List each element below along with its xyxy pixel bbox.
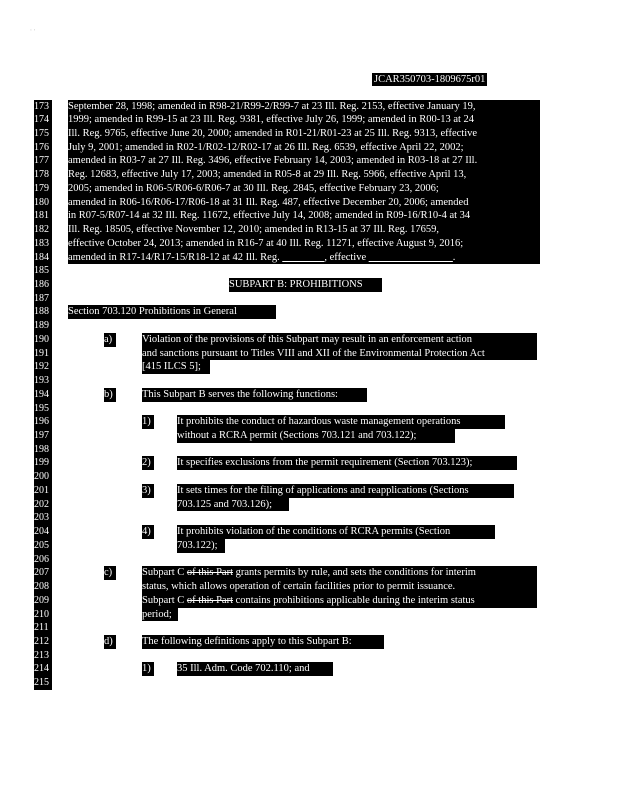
line-195 (0, 402, 618, 416)
line-text (142, 608, 178, 622)
line-number: 187 (34, 292, 52, 306)
line-text (68, 196, 540, 210)
line-number: 215 (34, 676, 52, 690)
line-211 (0, 621, 618, 635)
line-207 (0, 566, 618, 580)
line-175 (0, 127, 618, 141)
list-label: c) (104, 566, 116, 580)
line-text (142, 635, 384, 649)
line-number: 178 (34, 168, 52, 182)
line-text (177, 429, 455, 443)
line-text (68, 141, 540, 155)
line-number: 207 (34, 566, 52, 580)
line-214 (0, 662, 618, 676)
line-196 (0, 415, 618, 429)
line-182 (0, 223, 618, 237)
line-number: 213 (34, 649, 52, 663)
line-text (142, 580, 537, 594)
list-label: 1) (142, 415, 154, 429)
line-number: 180 (34, 196, 52, 210)
line-number: 181 (34, 209, 52, 223)
list-label: 4) (142, 525, 154, 539)
text-run: September 28, 1998; amended in R98-21/R99-2/R99-7 at 23 Ill. Reg. 2153, effective January 19, (68, 100, 476, 112)
line-text (142, 360, 210, 374)
line-190 (0, 333, 618, 347)
line-178 (0, 168, 618, 182)
text-run: and sanctions pursuant to Titles VIII and XII of the Environmental Protection Act (142, 347, 485, 359)
text-run: 1999; amended in R99-15 at 23 Ill. Reg. 9381, effective July 26, 1999; amended in R00-13 at 24 (68, 114, 475, 126)
line-204 (0, 525, 618, 539)
line-number: 183 (34, 237, 52, 251)
line-text (142, 566, 537, 580)
text-run: status, which allows operation of certain facilities prior to permit issuance. (142, 581, 456, 593)
line-number: 196 (34, 415, 52, 429)
line-text (142, 388, 367, 402)
struck-text: of this Part (186, 594, 234, 606)
list-label: 1) (142, 662, 154, 676)
text-run: amended in R03-7 at 27 Ill. Reg. 3496, effective February 14, 2003; amended in R03-18 at 27 Ill. (68, 155, 478, 167)
line-number: 202 (34, 498, 52, 512)
line-number: 194 (34, 388, 52, 402)
line-198 (0, 443, 618, 457)
line-179 (0, 182, 618, 196)
line-number: 197 (34, 429, 52, 443)
line-text (68, 100, 540, 114)
line-215 (0, 676, 618, 690)
line-number: 198 (34, 443, 52, 457)
text-run: 703.125 and 703.126); (177, 498, 273, 510)
line-number: 201 (34, 484, 52, 498)
line-183 (0, 237, 618, 251)
line-text (68, 113, 540, 127)
text-run: 703.122); (177, 539, 218, 551)
document-id: JCAR350703-1809675r01 (374, 74, 486, 85)
line-201 (0, 484, 618, 498)
line-text (229, 278, 382, 292)
line-205 (0, 539, 618, 553)
line-number: 173 (34, 100, 52, 114)
line-203 (0, 511, 618, 525)
line-text (177, 484, 514, 498)
line-text (68, 127, 540, 141)
list-label: 2) (142, 456, 154, 470)
line-number: 193 (34, 374, 52, 388)
list-label: d) (104, 635, 116, 649)
text-run: Ill. Reg. 18505, effective November 12, 2010; amended in R13-15 at 37 Ill. Reg. 17659, (68, 224, 440, 236)
line-189 (0, 319, 618, 333)
text-run: contains prohibitions applicable during the interim status (233, 594, 475, 606)
text-run: This Subpart B serves the following functions: (142, 388, 338, 400)
line-number: 174 (34, 113, 52, 127)
text-run: Section 703.120 Prohibitions in General (68, 306, 237, 318)
line-text (177, 539, 225, 553)
line-number: 206 (34, 553, 52, 567)
text-run: grants permits by rule, and sets the conditions for interim (233, 567, 476, 579)
line-176 (0, 141, 618, 155)
text-run: The following definitions apply to this Subpart B: (142, 635, 352, 647)
text-run: Violation of the provisions of this Subpart may result in an enforcement action (142, 333, 473, 345)
line-text (177, 662, 333, 676)
line-180 (0, 196, 618, 210)
text-run: effective October 24, 2013; amended in R16-7 at 40 Ill. Reg. 11271, effective August 9, 2016; (68, 237, 464, 249)
text-run: . (452, 251, 456, 263)
line-213 (0, 649, 618, 663)
line-number: 192 (34, 360, 52, 374)
blank-underline: ________________ (368, 251, 453, 263)
line-188 (0, 305, 618, 319)
text-run: Reg. 12683, effective July 17, 2003; amended in R05-8 at 29 Ill. Reg. 5966, effective April 13, (68, 169, 467, 181)
line-173 (0, 100, 618, 114)
text-run: 2005; amended in R06-5/R06-6/R06-7 at 30 Ill. Reg. 2845, effective February 23, 2006; (68, 182, 439, 194)
line-number: 208 (34, 580, 52, 594)
line-number: 182 (34, 223, 52, 237)
line-185 (0, 264, 618, 278)
text-run: amended in R17-14/R17-15/R18-12 at 42 Ill. Reg. (68, 251, 283, 263)
text-run: It prohibits the conduct of hazardous waste management operations (177, 416, 461, 428)
text-run: [415 ILCS 5]; (142, 361, 201, 373)
line-number: 210 (34, 608, 52, 622)
line-184 (0, 251, 618, 265)
list-label: 3) (142, 484, 154, 498)
line-text (177, 415, 505, 429)
line-text (68, 154, 540, 168)
line-208 (0, 580, 618, 594)
text-run: July 9, 2001; amended in R02-1/R02-12/R02-17 at 26 Ill. Reg. 6539, effective April 22, 2002; (68, 141, 464, 153)
text-run: period; (142, 608, 172, 620)
line-number: 199 (34, 456, 52, 470)
line-number: 189 (34, 319, 52, 333)
text-run: 35 Ill. Adm. Code 702.110; and (177, 663, 310, 675)
line-174 (0, 113, 618, 127)
line-number: 185 (34, 264, 52, 278)
text-run: SUBPART B: PROHIBITIONS (229, 278, 363, 290)
line-181 (0, 209, 618, 223)
line-number: 212 (34, 635, 52, 649)
line-text (68, 305, 276, 319)
line-number: 214 (34, 662, 52, 676)
blank-underline: ________ (282, 251, 325, 263)
line-210 (0, 608, 618, 622)
line-text (177, 456, 517, 470)
text-run: without a RCRA permit (Sections 703.121 and 703.122); (177, 430, 417, 442)
line-text (68, 168, 540, 182)
line-text (68, 209, 540, 223)
text-run: It specifies exclusions from the permit requirement (Section 703.123); (177, 457, 473, 469)
line-number: 204 (34, 525, 52, 539)
text-run: , effective (324, 251, 369, 263)
line-186 (0, 278, 618, 292)
line-192 (0, 360, 618, 374)
line-number: 205 (34, 539, 52, 553)
line-text (142, 333, 537, 347)
line-number: 203 (34, 511, 52, 525)
line-187 (0, 292, 618, 306)
line-text (68, 182, 540, 196)
line-number: 209 (34, 594, 52, 608)
line-199 (0, 456, 618, 470)
line-200 (0, 470, 618, 484)
text-run: It sets times for the filing of applications and reapplications (Sections (177, 484, 469, 496)
list-label: b) (104, 388, 116, 402)
line-197 (0, 429, 618, 443)
line-text (177, 525, 495, 539)
text-run: Subpart C (142, 567, 187, 579)
line-text (142, 594, 537, 608)
line-number: 179 (34, 182, 52, 196)
line-number: 177 (34, 154, 52, 168)
line-193 (0, 374, 618, 388)
line-text (68, 237, 540, 251)
list-label: a) (104, 333, 116, 347)
line-number: 211 (34, 621, 52, 635)
line-number: 191 (34, 347, 52, 361)
line-text (68, 223, 540, 237)
scan-mark: ʻ ʼ (30, 29, 36, 35)
text-run: Ill. Reg. 9765, effective June 20, 2000; amended in R01-21/R01-23 at 25 Ill. Reg. 9313, effective (68, 127, 478, 139)
line-text (68, 251, 540, 265)
line-number: 186 (34, 278, 52, 292)
line-191 (0, 347, 618, 361)
line-number: 184 (34, 251, 52, 265)
line-number: 175 (34, 127, 52, 141)
line-number: 188 (34, 305, 52, 319)
text-run: in R07-5/R07-14 at 32 Ill. Reg. 11672, effective July 14, 2008; amended in R09-16/R10-4 at 34 (68, 210, 471, 222)
line-206 (0, 553, 618, 567)
line-194 (0, 388, 618, 402)
line-number: 176 (34, 141, 52, 155)
line-number: 195 (34, 402, 52, 416)
line-209 (0, 594, 618, 608)
line-text (142, 347, 537, 361)
text-run: amended in R06-16/R06-17/R06-18 at 31 Ill. Reg. 487, effective December 20, 2006; amended (68, 196, 469, 208)
text-run: It prohibits violation of the conditions of RCRA permits (Section (177, 526, 451, 538)
text-run: Subpart C (142, 594, 187, 606)
line-number: 200 (34, 470, 52, 484)
line-text (177, 498, 289, 512)
line-202 (0, 498, 618, 512)
line-212 (0, 635, 618, 649)
line-177 (0, 154, 618, 168)
struck-text: of this Part (186, 567, 234, 579)
line-number: 190 (34, 333, 52, 347)
